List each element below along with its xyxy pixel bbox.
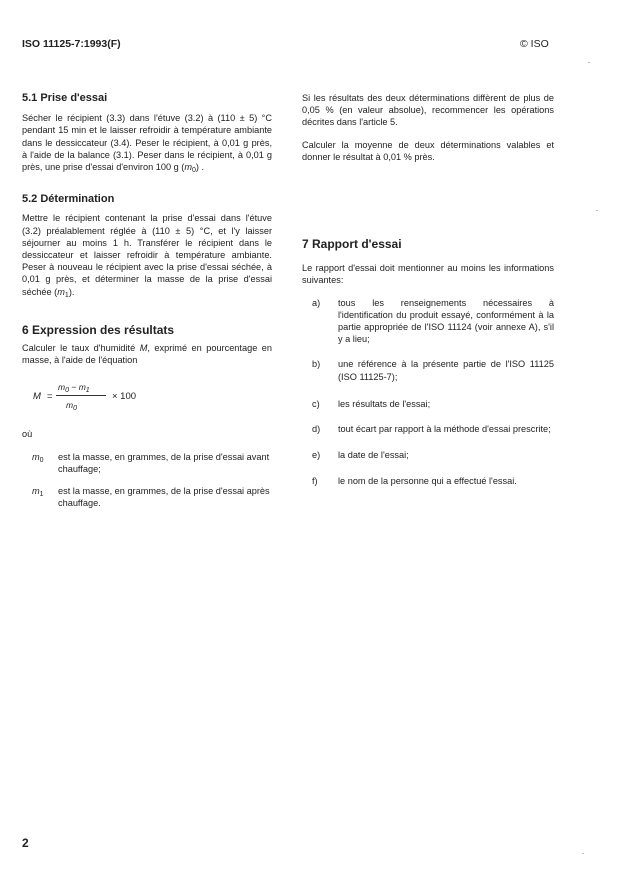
- list-item-label: f): [312, 476, 318, 487]
- where-label: où: [22, 429, 33, 440]
- equation-equals: =: [47, 391, 53, 403]
- section-5-2-heading: 5.2 Détermination: [22, 193, 115, 206]
- list-item-text: le nom de la personne qui a effectué l'essai.: [338, 476, 517, 487]
- scan-speck: [588, 62, 590, 63]
- definition-symbol: $m_0$: [32, 451, 44, 464]
- definition-symbol: $m_1$: [32, 486, 44, 499]
- report-items: [302, 297, 554, 488]
- list-item-text: une référence à la présente partie de l'ISO 11125 (ISO 11125-7);: [338, 359, 554, 382]
- section-6-paragraph: Calculer le taux d'humidité M, exprimé en pourcentage en masse, à l'aide de l'équation: [22, 343, 272, 366]
- fraction-bar: [56, 395, 106, 396]
- list-item-text: tous les renseignements nécessaires à l'identification du produit essayé, conformément à la partie appropriée de l'ISO 11124 (voir annexe A), s'il y a lieu;: [338, 297, 554, 345]
- list-item: [302, 297, 554, 346]
- section-5-1-heading: 5.1 Prise d'essai: [22, 92, 108, 104]
- list-item: [302, 398, 554, 410]
- symbol-definitions: [22, 451, 272, 510]
- list-item: [302, 475, 554, 487]
- section-7-heading: 7 Rapport d'essai: [302, 237, 402, 252]
- list-item-label: b): [312, 359, 321, 370]
- equation-lhs: M: [33, 391, 41, 403]
- list-item: [302, 449, 554, 461]
- list-item-label: c): [312, 398, 320, 409]
- equation-denominator: $m_0$: [66, 400, 77, 413]
- list-item: [302, 423, 554, 435]
- definition-row: [22, 485, 272, 509]
- average-paragraph: Calculer la moyenne de deux déterminations valables et donner le résultat à 0,01 % près.: [302, 139, 554, 162]
- list-item: [302, 358, 554, 382]
- list-item-text: la date de l'essai;: [338, 450, 409, 461]
- list-item-text: les résultats de l'essai;: [338, 398, 431, 409]
- definition-text: est la masse, en grammes, de la prise d'essai après chauffage.: [58, 486, 270, 509]
- section-6-heading: 6 Expression des résultats: [22, 322, 175, 337]
- equation-numerator: $m_0 - m_1$: [58, 382, 90, 395]
- list-item-label: e): [312, 450, 321, 461]
- list-item-text: tout écart par rapport à la méthode d'essai prescrite;: [338, 424, 551, 435]
- scan-speck: [582, 853, 584, 854]
- list-item-label: d): [312, 424, 321, 435]
- left-column: [22, 92, 272, 509]
- document-id: ISO 11125-7:1993(F): [22, 38, 121, 50]
- moisture-equation: [22, 378, 272, 426]
- page-number: 2: [22, 836, 29, 850]
- right-column: [302, 92, 554, 488]
- scan-speck: [596, 210, 598, 211]
- repeat-paragraph: Si les résultats des deux déterminations diffèrent de plus de 0,05 % (en valeur absolue), recommencer les opérations décrites dans l'article 5.: [302, 93, 554, 128]
- definition-text: est la masse, en grammes, de la prise d'essai avant chauffage;: [58, 451, 270, 474]
- equation-multiplier: × 100: [112, 391, 137, 403]
- definition-row: [22, 451, 272, 475]
- section-5-1-paragraph: Sécher le récipient (3.3) dans l'étuve (3.2) à (110 ± 5) °C pendant 15 min et le laisser refroidir à température ambiante dans le dessiccateur (3.4). Peser le récipient, à 0,01 g près, à l'aide de la balance (3.1). Peser dans le récipient, à 0,01 g près, une prise d'essai d'environ 100 g $(m_0)$ .: [22, 113, 272, 175]
- copyright-mark: © ISO: [520, 38, 549, 50]
- section-5-2-paragraph: Mettre le récipient contenant la prise d'essai dans l'étuve (3.2) préalablement réglée à (110 ± 5) °C, et l'y laisser séjourner au moins 1 h. Transférer le récipient dans le dessiccateur et laisser refroidir à température ambiante. Peser à nouveau le récipient avec la prise d'essai séchée, à 0,01 g près, et déterminer la masse de la prise d'essai séchée $(m_1)$.: [22, 213, 272, 299]
- list-item-label: a): [312, 297, 321, 308]
- section-7-intro: Le rapport d'essai doit mentionner au moins les informations suivantes:: [302, 263, 554, 286]
